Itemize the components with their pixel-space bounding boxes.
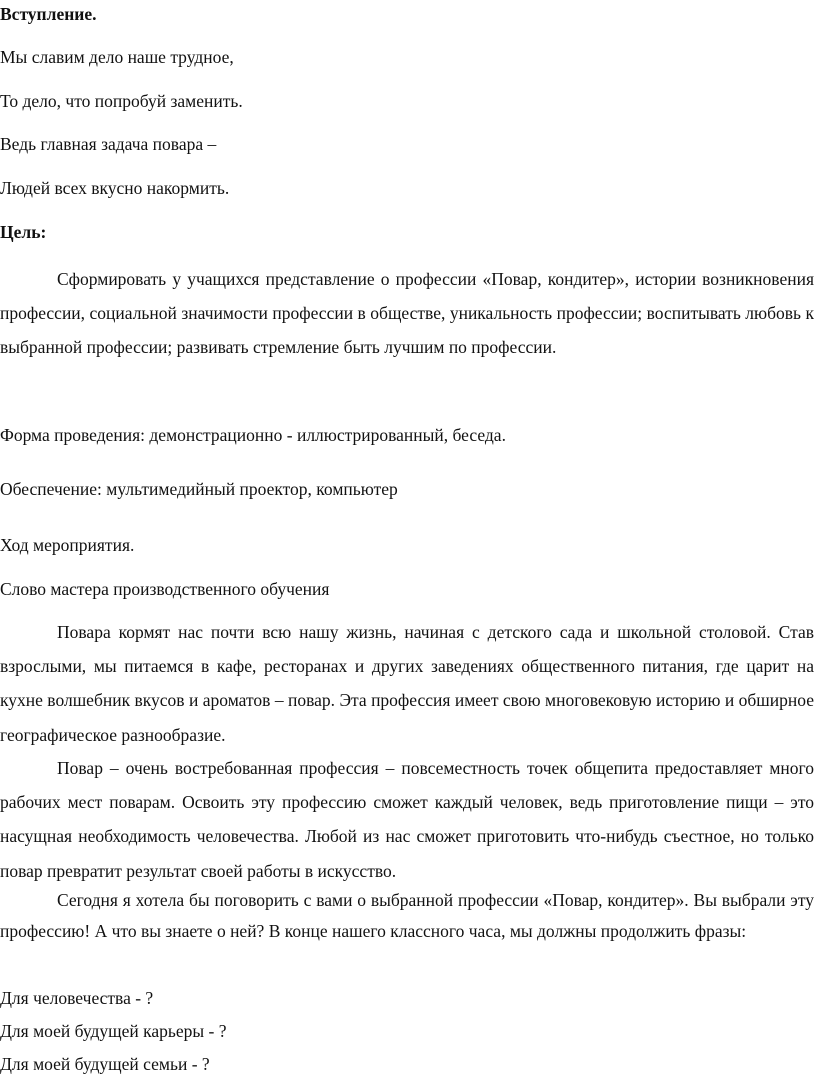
intro-heading: Вступление. <box>0 4 97 24</box>
poem-line: То дело, что попробуй заменить. <box>0 91 243 111</box>
poem-line: Людей всех вкусно накормить. <box>0 178 230 198</box>
body-paragraph: Повар – очень востребованная профессия – повсеместность точек общепита предоставляет много рабочих мест поварам. Освоить эту профессию сможет каждый человек, ведь приготовление пищи – это насущная необходимость человечества. Любой из нас сможет приготовить что-нибудь съестное, но только повар превратит результат своей работы в искусство. <box>0 758 814 881</box>
poem-line: Мы славим дело наше трудное, <box>0 47 234 67</box>
question-line: Для человечества - ? <box>0 988 154 1008</box>
question-line: Для моей будущей карьеры - ? <box>0 1021 227 1041</box>
speaker-line: Слово мастера производственного обучения <box>0 579 330 599</box>
event-heading: Ход мероприятия. <box>0 535 135 555</box>
format-line: Форма проведения: демонстрационно - иллюстрированный, беседа. <box>0 425 506 445</box>
body-paragraph: Сегодня я хотела бы поговорить с вами о выбранной профессии «Повар, кондитер». Вы выбрали эту профессию! А что вы знаете о ней? В конце нашего классного часа, мы должны продолжить фразы: <box>0 890 814 941</box>
question-line: Для моей будущей семьи - ? <box>0 1054 210 1074</box>
poem-line: Ведь главная задача повара – <box>0 134 217 154</box>
goal-paragraph: Сформировать у учащихся представление о профессии «Повар, кондитер», истории возникновения профессии, социальной значимости профессии в обществе, уникальность профессии; воспитывать любовь к выбранной профессии; развивать стремление быть лучшим по профессии. <box>0 269 814 358</box>
body-paragraph: Повара кормят нас почти всю нашу жизнь, начиная с детского сада и школьной столовой. Став взрослыми, мы питаемся в кафе, ресторанах и других заведениях общественного питания, где царит на кухне волшебник вкусов и ароматов – повар. Эта профессия имеет свою многовековую историю и обширное географическое разнообразие. <box>0 622 814 745</box>
equipment-line: Обеспечение: мультимедийный проектор, компьютер <box>0 479 398 499</box>
goal-heading: Цель: <box>0 222 47 242</box>
